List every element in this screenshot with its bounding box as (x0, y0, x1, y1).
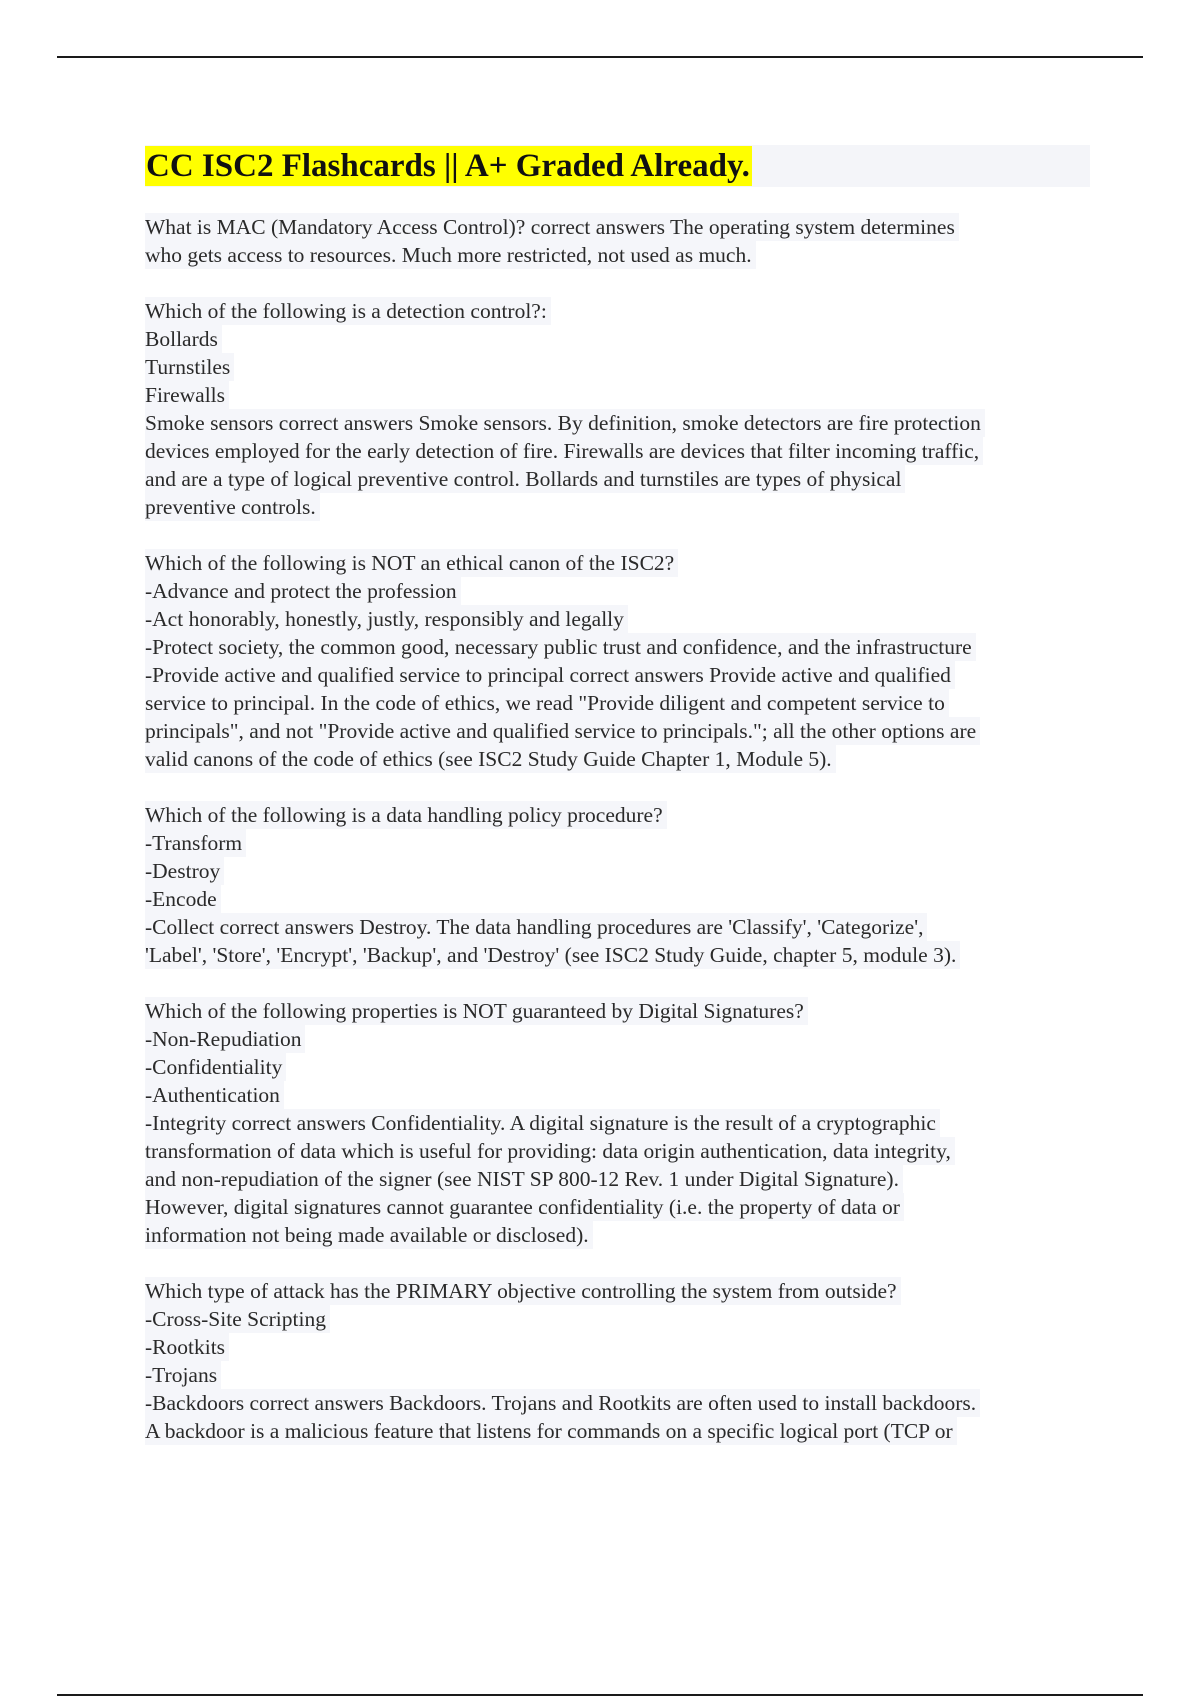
flashcard (145, 213, 1090, 269)
flashcard-line: -Protect society, the common good, necessary public trust and confidence, and the infrastructure (145, 633, 976, 661)
flashcard-line: -Advance and protect the profession (145, 577, 461, 605)
flashcard (145, 549, 1090, 773)
flashcard (145, 997, 1090, 1249)
flashcard-line: -Provide active and qualified service to principal correct answers Provide active and qualified (145, 661, 955, 689)
flashcard-line: information not being made available or disclosed). (145, 1221, 593, 1249)
flashcard (145, 801, 1090, 969)
flashcard-line: transformation of data which is useful for providing: data origin authentication, data integrity, (145, 1137, 955, 1165)
flashcard (145, 297, 1090, 521)
document-title: CC ISC2 Flashcards || A+ Graded Already. (146, 148, 750, 184)
flashcard-line: Which of the following is a detection control?: (145, 297, 551, 325)
top-rule (57, 56, 1143, 58)
flashcard (145, 1277, 1090, 1445)
title-band (145, 145, 1090, 187)
flashcard-line: Which of the following is a data handling policy procedure? (145, 801, 667, 829)
flashcard-line: Which type of attack has the PRIMARY objective controlling the system from outside? (145, 1277, 901, 1305)
flashcard-line: and are a type of logical preventive control. Bollards and turnstiles are types of physical (145, 465, 905, 493)
flashcard-line: valid canons of the code of ethics (see ISC2 Study Guide Chapter 1, Module 5). (145, 745, 836, 773)
flashcard-line: service to principal. In the code of ethics, we read "Provide diligent and competent service to (145, 689, 949, 717)
flashcard-line: -Authentication (145, 1081, 284, 1109)
flashcard-line: -Backdoors correct answers Backdoors. Trojans and Rootkits are often used to install backdoors. (145, 1389, 980, 1417)
flashcard-line: What is MAC (Mandatory Access Control)? correct answers The operating system determines (145, 213, 959, 241)
flashcard-line: -Destroy (145, 857, 224, 885)
flashcard-line: However, digital signatures cannot guarantee confidentiality (i.e. the property of data or (145, 1193, 904, 1221)
flashcard-line: -Encode (145, 885, 221, 913)
flashcard-line: and non-repudiation of the signer (see NIST SP 800-12 Rev. 1 under Digital Signature). (145, 1165, 903, 1193)
flashcard-line: A backdoor is a malicious feature that listens for commands on a specific logical port (TCP or (145, 1417, 957, 1445)
flashcard-line: -Trojans (145, 1361, 221, 1389)
flashcard-line: -Confidentiality (145, 1053, 286, 1081)
flashcard-list (145, 213, 1090, 1445)
flashcard-line: Which of the following properties is NOT guaranteed by Digital Signatures? (145, 997, 808, 1025)
document-body (145, 145, 1090, 1473)
flashcard-line: principals", and not "Provide active and qualified service to principals."; all the other options are (145, 717, 980, 745)
bottom-rule (57, 1694, 1143, 1696)
flashcard-line: devices employed for the early detection of fire. Firewalls are devices that filter incoming traffic, (145, 437, 983, 465)
flashcard-line: Smoke sensors correct answers Smoke sensors. By definition, smoke detectors are fire protection (145, 409, 985, 437)
flashcard-line: -Integrity correct answers Confidentiality. A digital signature is the result of a cryptographic (145, 1109, 940, 1137)
flashcard-line: Bollards (145, 325, 222, 353)
flashcard-line: -Transform (145, 829, 246, 857)
flashcard-line: -Act honorably, honestly, justly, responsibly and legally (145, 605, 628, 633)
flashcard-line: who gets access to resources. Much more restricted, not used as much. (145, 241, 756, 269)
flashcard-line: -Rootkits (145, 1333, 229, 1361)
flashcard-line: Turnstiles (145, 353, 234, 381)
flashcard-line: -Cross-Site Scripting (145, 1305, 330, 1333)
flashcard-line: -Collect correct answers Destroy. The data handling procedures are 'Classify', 'Categorize', (145, 913, 927, 941)
flashcard-line: -Non-Repudiation (145, 1025, 305, 1053)
flashcard-line: Which of the following is NOT an ethical canon of the ISC2? (145, 549, 678, 577)
flashcard-line: 'Label', 'Store', 'Encrypt', 'Backup', and 'Destroy' (see ISC2 Study Guide, chapter 5, module 3). (145, 941, 960, 969)
flashcard-line: Firewalls (145, 381, 229, 409)
flashcard-line: preventive controls. (145, 493, 320, 521)
